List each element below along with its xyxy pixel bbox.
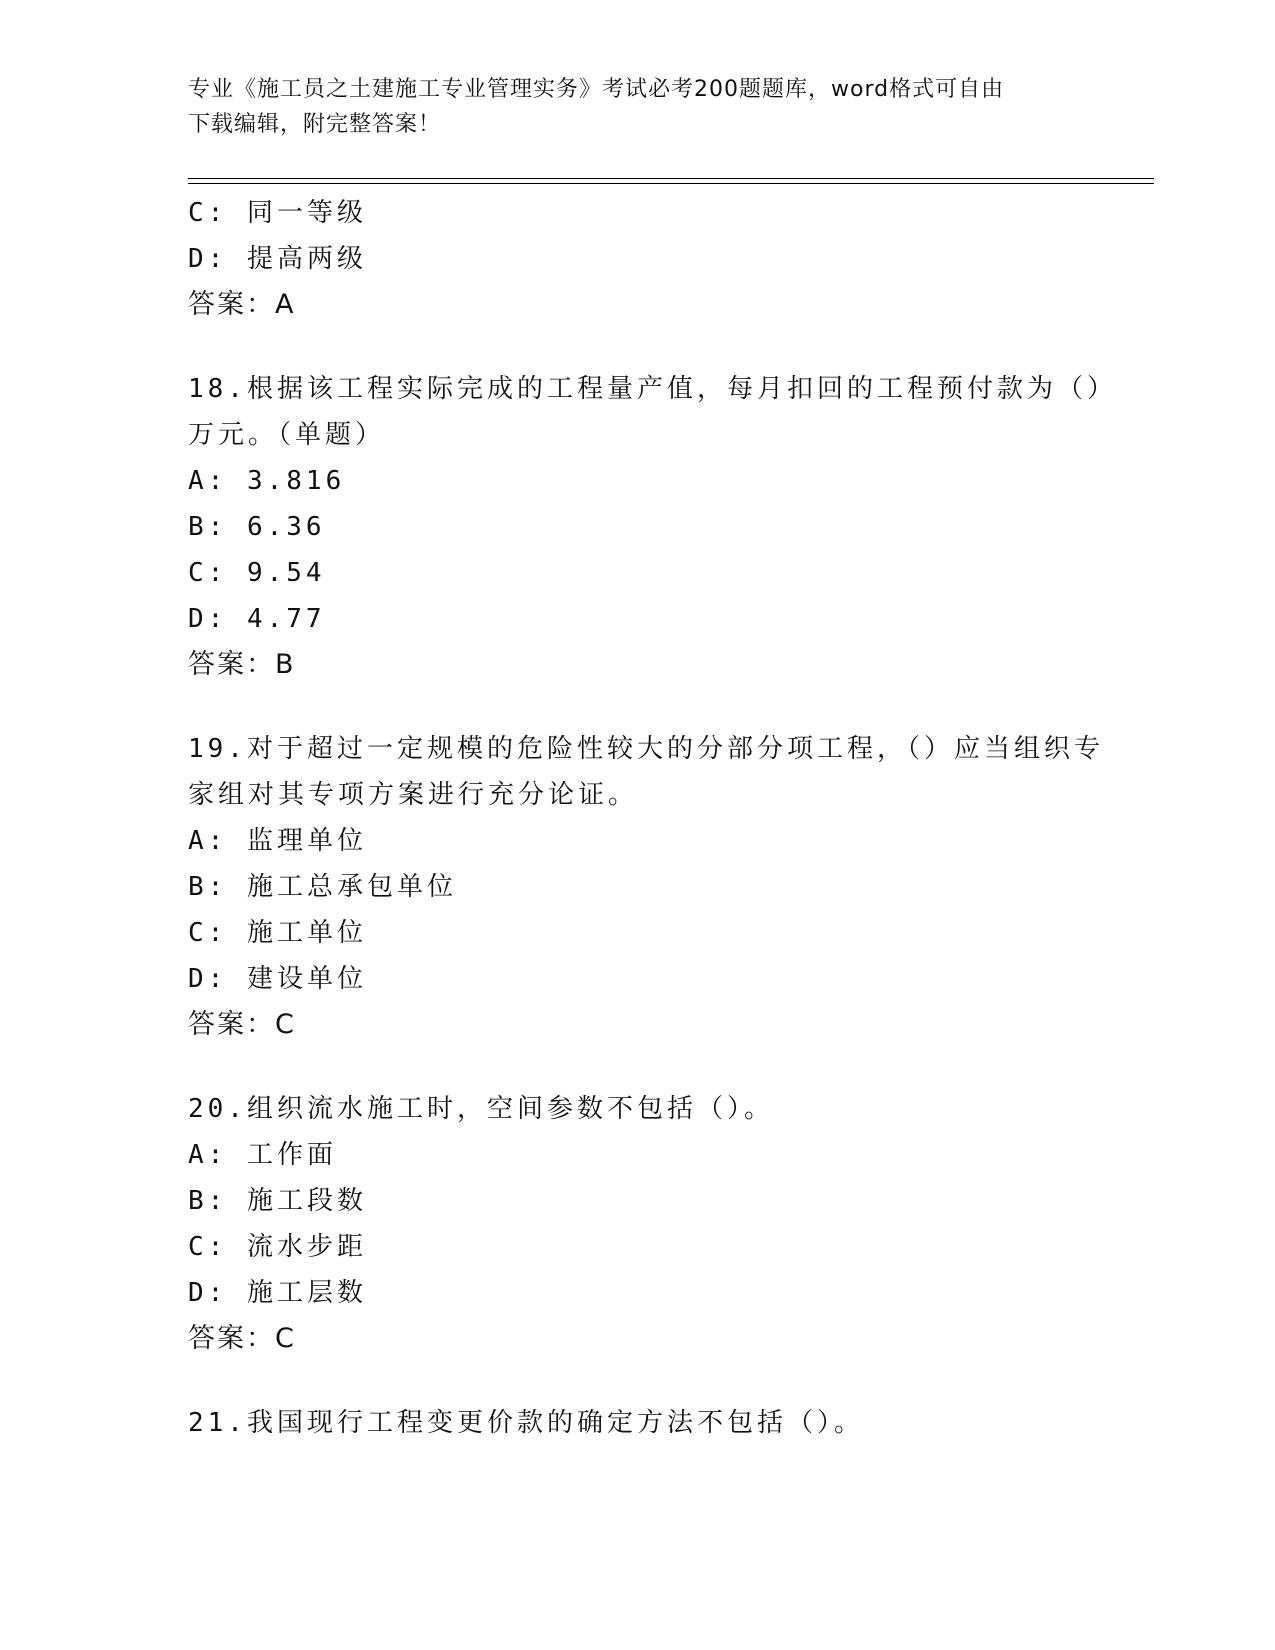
- option-c: C: 同一等级: [188, 198, 367, 228]
- option-d: D: 建设单位: [188, 964, 367, 994]
- question-18: [188, 366, 1117, 688]
- option-b: B: 施工总承包单位: [188, 872, 457, 902]
- option-d: D: 提高两级: [188, 244, 367, 274]
- option-a: A: 工作面: [188, 1140, 337, 1170]
- question-19: [188, 726, 1104, 1048]
- spacer: [188, 688, 1088, 726]
- option-b: B: 施工段数: [188, 1186, 367, 1216]
- question-20: [188, 1086, 1088, 1362]
- spacer: [188, 1048, 1088, 1086]
- question-21: [188, 1400, 1088, 1446]
- answer-line: 答案：A: [188, 289, 296, 320]
- question-text-line: 20.组织流水施工时，空间参数不包括（）。: [188, 1094, 774, 1124]
- option-d: D: 4.77: [188, 604, 326, 634]
- spacer: [188, 1362, 1088, 1400]
- question-text-line: 19.对于超过一定规模的危险性较大的分部分项工程，（）应当组织专: [188, 734, 1104, 764]
- question-list: [188, 190, 1117, 1446]
- option-d: D: 施工层数: [188, 1278, 367, 1308]
- header-divider-bottom: [188, 183, 1154, 184]
- option-c: C: 9.54: [188, 558, 326, 588]
- header-line-2: 下载编辑，附完整答案！: [188, 112, 442, 137]
- option-b: B: 6.36: [188, 512, 326, 542]
- question-text-line: 21.我国现行工程变更价款的确定方法不包括（）。: [188, 1408, 864, 1438]
- option-c: C: 流水步距: [188, 1232, 367, 1262]
- answer-line: 答案：C: [188, 1323, 296, 1354]
- question-text-line: 家组对其专项方案进行充分论证。: [188, 780, 639, 810]
- header-divider-top: [188, 178, 1154, 179]
- answer-line: 答案：C: [188, 1009, 296, 1040]
- spacer: [188, 328, 1088, 366]
- document-header: [188, 72, 1088, 142]
- header-line-1: 专业《施工员之土建施工专业管理实务》考试必考200题题库，word格式可自由: [188, 77, 1005, 102]
- question-fragment: [188, 190, 1088, 328]
- question-text-line: 18.根据该工程实际完成的工程量产值，每月扣回的工程预付款为（）: [188, 374, 1117, 404]
- option-a: A: 监理单位: [188, 826, 367, 856]
- question-text-line: 万元。（单题）: [188, 420, 386, 450]
- option-a: A: 3.816: [188, 466, 346, 496]
- answer-line: 答案：B: [188, 649, 296, 680]
- option-c: C: 施工单位: [188, 918, 367, 948]
